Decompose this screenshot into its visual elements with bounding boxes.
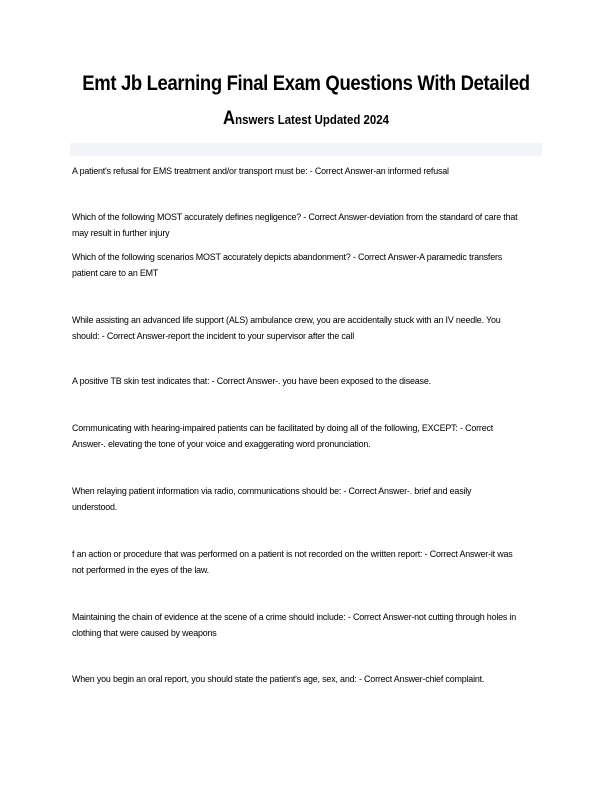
qa-item: When relaying patient information via radio, communications should be: - Correct Answer-. brief and easily understood. [72,486,472,513]
page-title-continued [37,108,576,130]
qa-item: A patient's refusal for EMS treatment and/or transport must be: - Correct Answer-an informed refusal [72,166,449,177]
qa-item: f an action or procedure that was performed on a patient is not recorded on the written report: - Correct Answer-it was not performed in the eyes of the law. [72,549,513,576]
title-divider [70,143,542,156]
qa-item: While assisting an advanced life support (ALS) ambulance crew, you are accidentally stuck with an IV needle. You should: - Correct Answer-report the incident to your supervisor after the call [72,315,501,342]
page-title-rest: nswers Latest Updated 2024 [235,112,389,127]
qa-item: Communicating with hearing-impaired patients can be facilitated by doing all of the following, EXCEPT: - Correct Answer-. elevating the tone of your voice and exaggerating word pronunciation. [72,423,494,450]
page-title: Emt Jb Learning Final Exam Questions With Detailed [82,72,530,95]
qa-item: Maintaining the chain of evidence at the scene of a crime should include: - Correct Answer-not cutting through holes in clothing that were caused by weapons [72,612,517,639]
qa-item: Which of the following MOST accurately defines negligence? - Correct Answer-deviation from the standard of care that may result in further injury [72,212,518,239]
page-title-initial: A [223,108,236,129]
qa-item: When you begin an oral report, you should state the patient's age, sex, and: - Correct Answer-chief complaint. [72,674,485,685]
qa-item: A positive TB skin test indicates that: - Correct Answer-. you have been exposed to the disease. [72,376,431,387]
qa-item: Which of the following scenarios MOST accurately depicts abandonment? - Correct Answer-A paramedic transfers patient care to an EMT [72,252,503,279]
